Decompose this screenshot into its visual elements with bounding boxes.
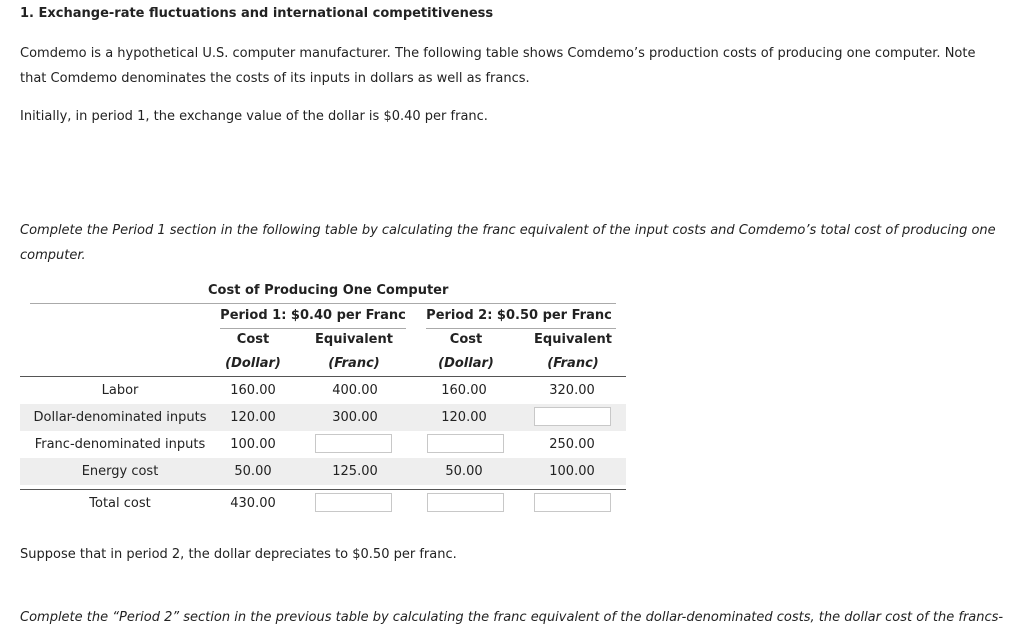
period2-depreciation-text: Suppose that in period 2, the dollar depreciates to $0.50 per franc. [20,547,457,562]
table-row-dollar-inputs [20,404,626,431]
p2-franc-unit: (Franc) [547,356,599,371]
p2-cost-cell: 160.00 [441,383,487,398]
row-label: Franc-denominated inputs [34,437,206,452]
table-row-total-cost [20,490,626,517]
p1-equivalent-cell: 125.00 [332,464,378,479]
table-row-labor [20,377,626,404]
p2-cost-franc-inputs-input[interactable] [427,434,504,453]
p1-cost-cell: 430.00 [230,496,276,511]
period1-header-rule [220,328,406,329]
p2-cost-total-input[interactable] [427,493,504,512]
table-title: Cost of Producing One Computer [208,283,449,298]
p2-equivalent-total-input[interactable] [534,493,611,512]
period2-header: Period 2: $0.50 per Franc [426,308,612,323]
p1-equivalent-total-input[interactable] [315,493,392,512]
p1-franc-unit: (Franc) [328,356,380,371]
table-row-franc-inputs [20,431,626,458]
row-label: Energy cost [81,464,159,479]
intro-paragraph: Comdemo is a hypothetical U.S. computer manufacturer. The following table shows Comdemo’s production costs of producing one computer. Note that Comdemo denominates the costs of its inputs in dollars as well as francs. [20,46,976,86]
p1-cost-cell: 50.00 [234,464,272,479]
p1-dollar-unit: (Dollar) [225,356,281,371]
p1-cost-cell: 100.00 [230,437,276,452]
p2-equivalent-cell: 250.00 [549,437,595,452]
p1-equivalent-cell: 300.00 [332,410,378,425]
p2-equivalent-cell: 320.00 [549,383,595,398]
row-label: Labor [101,383,139,398]
p2-dollar-unit: (Dollar) [438,356,494,371]
p1-equivalent-franc-inputs-input[interactable] [315,434,392,453]
p1-equivalent-cell: 400.00 [332,383,378,398]
p2-cost-header: Cost [449,332,483,347]
p2-equivalent-dollar-inputs-input[interactable] [534,407,611,426]
table-row-energy-cost [20,458,626,485]
p1-equivalent-header: Equivalent [315,332,393,347]
p1-cost-header: Cost [236,332,270,347]
period2-instruction: Complete the “Period 2” section in the previous table by calculating the franc equivalent of the dollar-denominated costs, the dollar cost of the francs- [20,610,1004,625]
p1-cost-cell: 160.00 [230,383,276,398]
p2-cost-cell: 120.00 [441,410,487,425]
question-heading: 1. Exchange-rate fluctuations and international competitiveness [20,6,494,21]
period2-header-rule [426,328,616,329]
initial-rate-text: Initially, in period 1, the exchange value of the dollar is $0.40 per franc. [20,109,488,124]
period1-header: Period 1: $0.40 per Franc [220,308,406,323]
row-label: Total cost [89,496,151,511]
table-top-rule [30,303,616,304]
row-label: Dollar-denominated inputs [33,410,207,425]
p2-equivalent-cell: 100.00 [549,464,595,479]
p2-cost-cell: 50.00 [445,464,483,479]
p2-equivalent-header: Equivalent [534,332,612,347]
period1-instruction: Complete the Period 1 section in the following table by calculating the franc equivalent of the input costs and Comdemo’s total cost of producing one computer. [20,223,996,263]
p1-cost-cell: 120.00 [230,410,276,425]
